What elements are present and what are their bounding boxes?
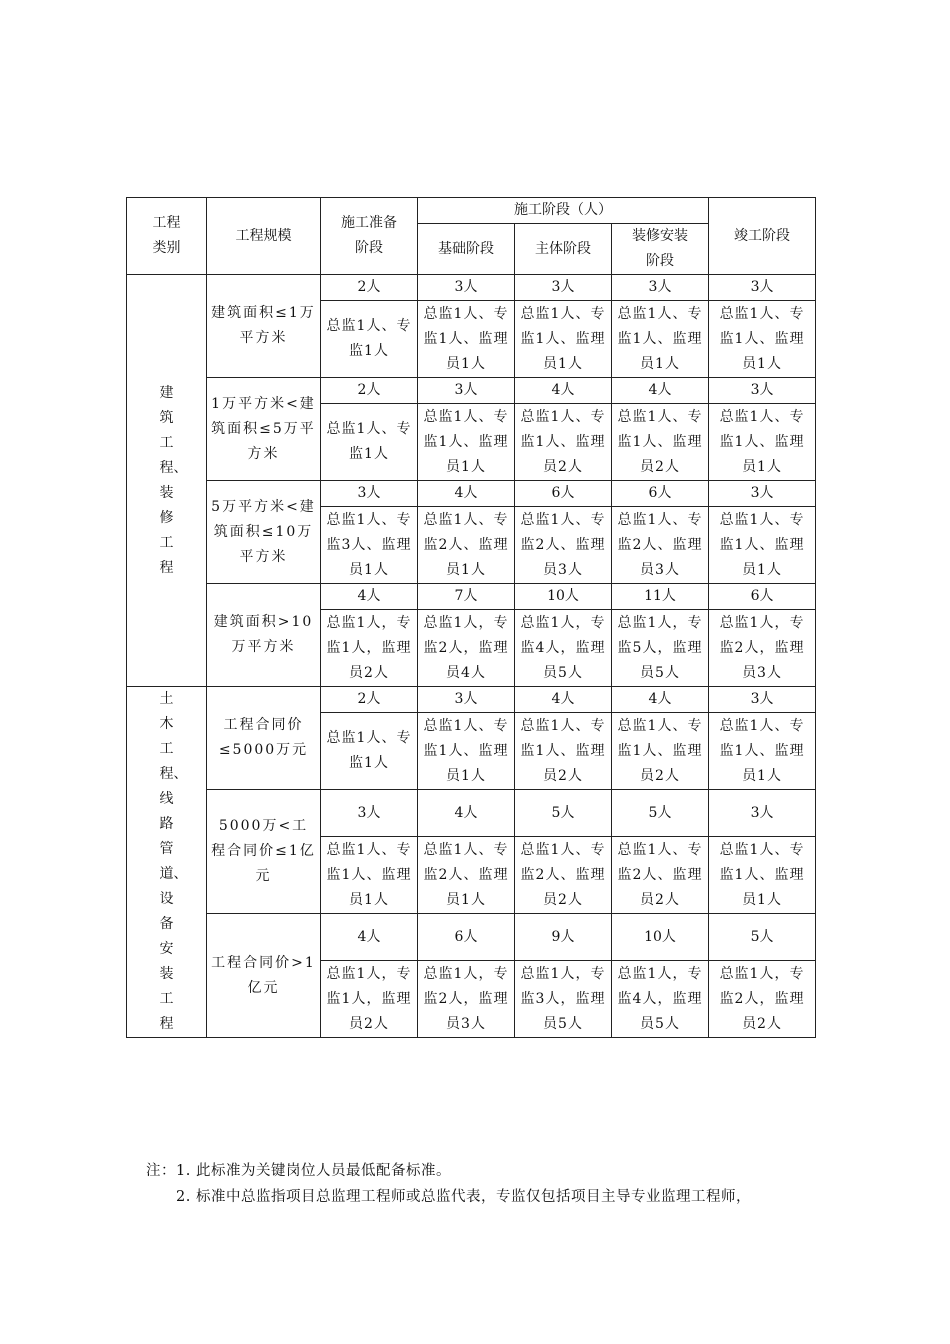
count-prep: 2人: [321, 378, 418, 404]
count-foundation: 3人: [418, 275, 515, 301]
detail-prep: 总监1人、专监1人: [321, 713, 418, 790]
scale-cell: 工程合同价>1亿元: [207, 914, 321, 1038]
count-prep: 4人: [321, 584, 418, 610]
detail-finishing: 总监1人、专监2人、监理员2人: [612, 837, 709, 914]
count-finishing: 4人: [612, 687, 709, 713]
detail-foundation: 总监1人，专监2人，监理员3人: [418, 961, 515, 1038]
detail-main: 总监1人、专监1人、监理员2人: [515, 404, 612, 481]
detail-prep: 总监1人，专监1人，监理员2人: [321, 961, 418, 1038]
staffing-standard-table: [126, 197, 816, 1038]
scale-cell: 建筑面积≤1万平方米: [207, 275, 321, 378]
scale-cell: 5万平方米<建筑面积≤10万平方米: [207, 481, 321, 584]
detail-main: 总监1人、专监2人、监理员2人: [515, 837, 612, 914]
category-label: 建筑工程、装修工程: [159, 384, 188, 576]
count-finishing: 5人: [612, 790, 709, 837]
category-cell: [127, 275, 207, 687]
detail-finishing: 总监1人，专监4人，监理员5人: [612, 961, 709, 1038]
count-completion: 3人: [709, 481, 816, 507]
detail-foundation: 总监1人、专监2人、监理员1人: [418, 507, 515, 584]
count-row: [127, 481, 816, 507]
header-prep-stage: 施工准备 阶段: [321, 198, 418, 275]
note-2: 2. 标准中总监指项目总监理工程师或总监代表，专监仅包括项目主导专业监理工程师，: [176, 1189, 751, 1205]
detail-completion: 总监1人、专监1人、监理员1人: [709, 713, 816, 790]
count-finishing: 3人: [612, 275, 709, 301]
detail-prep: 总监1人、专监1人: [321, 404, 418, 481]
count-completion: 5人: [709, 914, 816, 961]
detail-foundation: 总监1人、专监2人、监理员1人: [418, 837, 515, 914]
count-main: 9人: [515, 914, 612, 961]
count-completion: 3人: [709, 790, 816, 837]
count-prep: 4人: [321, 914, 418, 961]
count-main: 3人: [515, 275, 612, 301]
detail-prep: 总监1人、专监1人、监理员1人: [321, 837, 418, 914]
category-label: 土木工程、线路管道、设备安装工程: [159, 691, 188, 1032]
detail-foundation: 总监1人，专监2人，监理员4人: [418, 610, 515, 687]
header-scale: 工程规模: [207, 198, 321, 275]
count-finishing: 11人: [612, 584, 709, 610]
detail-finishing: 总监1人、专监1人、监理员1人: [612, 301, 709, 378]
count-finishing: 10人: [612, 914, 709, 961]
detail-finishing: 总监1人，专监5人，监理员5人: [612, 610, 709, 687]
count-completion: 3人: [709, 275, 816, 301]
count-foundation: 4人: [418, 790, 515, 837]
detail-main: 总监1人、专监2人、监理员3人: [515, 507, 612, 584]
count-main: 6人: [515, 481, 612, 507]
detail-completion: 总监1人、专监1人、监理员1人: [709, 301, 816, 378]
detail-foundation: 总监1人、专监1人、监理员1人: [418, 301, 515, 378]
detail-completion: 总监1人、专监1人、监理员1人: [709, 837, 816, 914]
header-foundation-stage: 基础阶段: [418, 224, 515, 275]
detail-completion: 总监1人、专监1人、监理员1人: [709, 404, 816, 481]
scale-cell: 建筑面积>10万平方米: [207, 584, 321, 687]
scale-cell: 1万平方米<建筑面积≤5万平方米: [207, 378, 321, 481]
count-row: [127, 790, 816, 837]
detail-prep: 总监1人，专监1人，监理员2人: [321, 610, 418, 687]
count-prep: 2人: [321, 275, 418, 301]
category-cell: [127, 687, 207, 1038]
count-completion: 3人: [709, 687, 816, 713]
count-main: 10人: [515, 584, 612, 610]
detail-main: 总监1人，专监3人，监理员5人: [515, 961, 612, 1038]
count-main: 4人: [515, 378, 612, 404]
note-1: 注：1. 此标准为关键岗位人员最低配备标准。: [146, 1163, 451, 1179]
count-finishing: 4人: [612, 378, 709, 404]
count-finishing: 6人: [612, 481, 709, 507]
detail-finishing: 总监1人、专监2人、监理员3人: [612, 507, 709, 584]
count-row: [127, 914, 816, 961]
count-main: 4人: [515, 687, 612, 713]
header-finishing-stage: 装修安装 阶段: [612, 224, 709, 275]
count-prep: 2人: [321, 687, 418, 713]
header-construction-stage: 施工阶段（人）: [418, 198, 709, 224]
count-foundation: 7人: [418, 584, 515, 610]
detail-main: 总监1人、专监1人、监理员1人: [515, 301, 612, 378]
count-row: [127, 275, 816, 301]
detail-completion: 总监1人，专监2人，监理员3人: [709, 610, 816, 687]
count-foundation: 3人: [418, 687, 515, 713]
detail-completion: 总监1人、专监1人、监理员1人: [709, 507, 816, 584]
count-prep: 3人: [321, 790, 418, 837]
count-prep: 3人: [321, 481, 418, 507]
detail-finishing: 总监1人、专监1人、监理员2人: [612, 713, 709, 790]
header-row-1: [127, 198, 816, 224]
detail-foundation: 总监1人、专监1人、监理员1人: [418, 713, 515, 790]
detail-prep: 总监1人、专监1人: [321, 301, 418, 378]
count-row: [127, 687, 816, 713]
header-category: 工程 类别: [127, 198, 207, 275]
count-row: [127, 378, 816, 404]
detail-main: 总监1人、专监1人、监理员2人: [515, 713, 612, 790]
count-row: [127, 584, 816, 610]
scale-cell: 工程合同价≤5000万元: [207, 687, 321, 790]
count-main: 5人: [515, 790, 612, 837]
detail-main: 总监1人，专监4人，监理员5人: [515, 610, 612, 687]
table-body: [127, 198, 816, 1038]
detail-foundation: 总监1人、专监1人、监理员1人: [418, 404, 515, 481]
detail-completion: 总监1人，专监2人，监理员2人: [709, 961, 816, 1038]
count-foundation: 4人: [418, 481, 515, 507]
count-completion: 3人: [709, 378, 816, 404]
detail-finishing: 总监1人、专监1人、监理员2人: [612, 404, 709, 481]
header-main-stage: 主体阶段: [515, 224, 612, 275]
count-foundation: 3人: [418, 378, 515, 404]
detail-prep: 总监1人、专监3人、监理员1人: [321, 507, 418, 584]
scale-cell: 5000万<工程合同价≤1亿元: [207, 790, 321, 914]
count-completion: 6人: [709, 584, 816, 610]
header-completion-stage: 竣工阶段: [709, 198, 816, 275]
count-foundation: 6人: [418, 914, 515, 961]
